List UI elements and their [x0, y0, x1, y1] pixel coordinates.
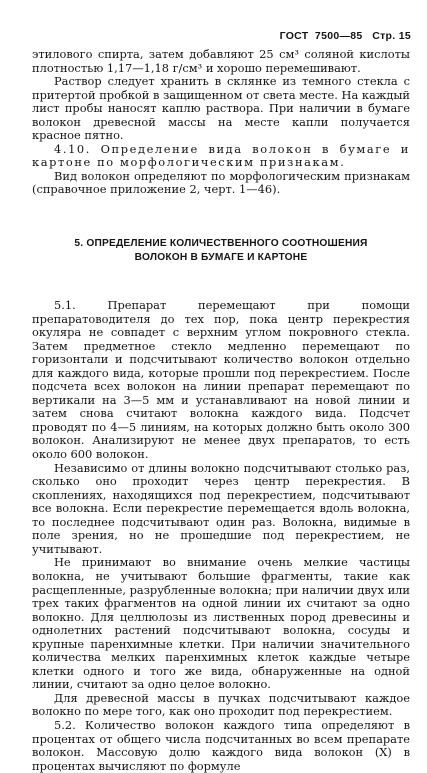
page-header: [280, 30, 411, 42]
section-title-line: ВОЛОКОН В БУМАГЕ И КАРТОНЕ: [134, 252, 308, 264]
paragraph: 5.1. Препарат перемещают при помощи препаратоводителя до тех пор, пока центр перекрестия окуляра не совпадет с верхним углом покровного стекла. Затем предметное стекло медленно перемещают по горизонтали и подсчитывают количество волокон отдельно для каждого вида, которые прошли под перекрестием. После подсчета всех волокон на линии препарат перемещают по вертикали на 3—5 мм и устанавливают на новой линии и затем снова считают волокна каждого вида. Подсчет проводят по 4—5 линиям, на которых должно быть около 300 волокон. Анализируют не менее двух препаратов, то есть около 600 волокон.: [32, 298, 410, 462]
page-number: Стр. 15: [372, 30, 411, 42]
section-title-line: 5. ОПРЕДЕЛЕНИЕ КОЛИЧЕСТВЕННОГО СООТНОШЕНИЯ: [74, 238, 368, 250]
section-title: [32, 237, 410, 265]
paragraph: 5.2. Количество волокон каждого типа определяют в процентах от общего числа подсчитанных во всем препарате волокон. Массовую долю каждого вида волокон (X) в процентах вычисляют по формуле: [32, 717, 410, 773]
paragraph: Для древесной массы в пучках подсчитывают каждое волокно по мере того, как оно проходит под перекрестием.: [32, 690, 410, 719]
paragraph: этилового спирта, затем добавляют 25 см³ соляной кислоты плотностью 1,17—1,18 г/см³ и хорошо перемешивают.: [32, 47, 410, 75]
paragraph: Раствор следует хранить в склянке из темного стекла с притертой пробкой в защищенном от света месте. На каждый лист пробы наносят каплю раствора. При наличии в бумаге волокон древесной массы на месте капли получается красное пятно.: [32, 74, 410, 143]
clause-4-10-heading: 4.10. Определение вида волокон в бумаге и картоне по морфологическим признакам.: [32, 141, 410, 170]
standard-number: ГОСТ 7500—85: [279, 30, 363, 42]
paragraph: Независимо от длины волокно подсчитывают столько раз, сколько оно проходит через центр перекрестия. В скоплениях, находящихся под перекрестием, подсчитывают все волокна. Если перекрестие перемещается вдоль волокна, то последнее подсчитывают один раз. Волокна, видимые в поле зрения, но не прошедшие под перекрестием, не учитывают.: [32, 460, 410, 556]
document-body: [32, 48, 410, 773]
paragraph: Вид волокон определяют по морфологическим признакам (справочное приложение 2, черт. 1—46).: [32, 168, 410, 197]
paragraph: Не принимают во внимание очень мелкие частицы волокна, не учитывают большие фрагменты, такие как расщепленные, разрубленные волокна; при наличии двух или трех таких фрагментов на одной линии их считают за одно волокно. Для целлюлозы из лиственных пород древесины и однолетних растений подсчитывают волокна, сосуды и крупные паренхимные клетки. При наличии значительного количества мелких паренхимных клеток каждые четыре клетки одного и того же вида, обнаруженные на одной линии, считают за одно целое волокно.: [32, 555, 410, 692]
